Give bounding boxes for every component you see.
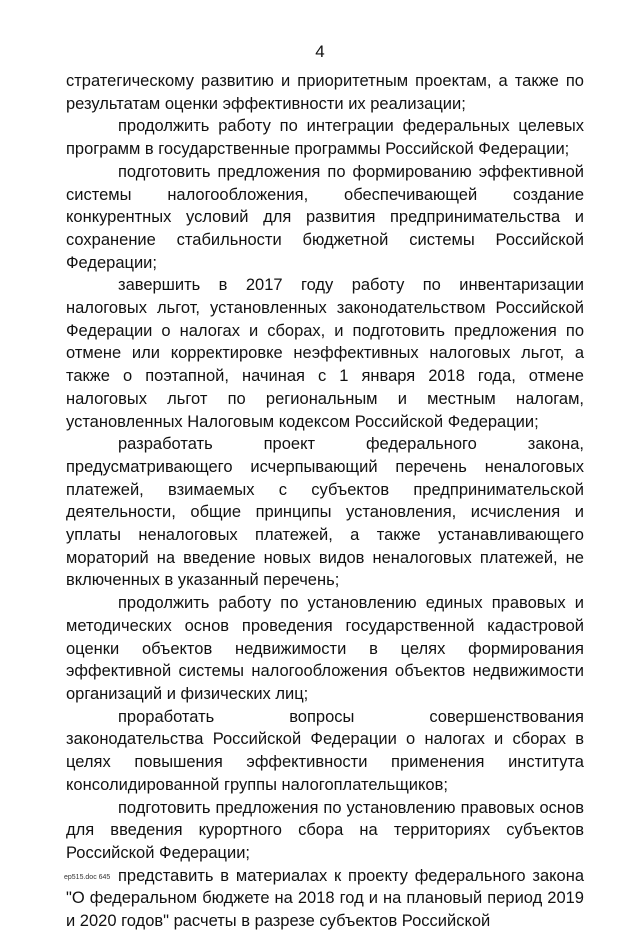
paragraph: разработать проект федерального закона, предусматривающего исчерпывающий перечень неналоговых платежей, взимаемых с субъектов предпринимательской деятельности, общие принципы установления, исчисления и уплаты неналоговых платежей, а также устанавливающего мораторий на введение новых видов неналоговых платежей, не включенных в указанный перечень; [66, 435, 584, 590]
document-body [66, 70, 584, 933]
paragraph: подготовить предложения по формированию эффективной системы налогообложения, обеспечивающей создание конкурентных условий для развития предпринимательства и сохранение стабильности бюджетной системы Российской Федерации; [66, 162, 584, 272]
footer-document-code: ep515.doc 645 [64, 874, 111, 881]
page-number: 4 [315, 42, 325, 61]
paragraph: стратегическому развитию и приоритетным проектам, а также по результатам оценки эффективности их реализации; [66, 72, 584, 113]
paragraph: проработать вопросы совершенствования законодательства Российской Федерации о налогах и сборах в целях повышения эффективности применения института консолидированной группы налогоплательщиков; [66, 707, 584, 794]
paragraph: завершить в 2017 году работу по инвентаризации налоговых льгот, установленных законодательством Российской Федерации о налогах и сборах, и подготовить предложения по отмене или корректировке неэффективных налоговых льгот, а также о поэтапной, начиная с 1 января 2018 года, отмене налоговых льгот по региональным и местным налогам, установленных Налоговым кодексом Российской Федерации; [66, 276, 584, 431]
paragraph: продолжить работу по установлению единых правовых и методических основ проведения государственной кадастровой оценки объектов недвижимости в целях формирования эффективной системы налогообложения объектов недвижимости организаций и физических лиц; [66, 594, 584, 703]
paragraph: подготовить предложения по установлению правовых основ для введения курортного сбора на территориях субъектов Российской Федерации; [66, 798, 584, 862]
paragraph: представить в материалах к проекту федерального закона "О федеральном бюджете на 2018 год и на плановый период 2019 и 2020 годов" расчеты в разрезе субъектов Российской [66, 866, 584, 931]
paragraph: продолжить работу по интеграции федеральных целевых программ в государственные программы Российской Федерации; [66, 117, 584, 159]
